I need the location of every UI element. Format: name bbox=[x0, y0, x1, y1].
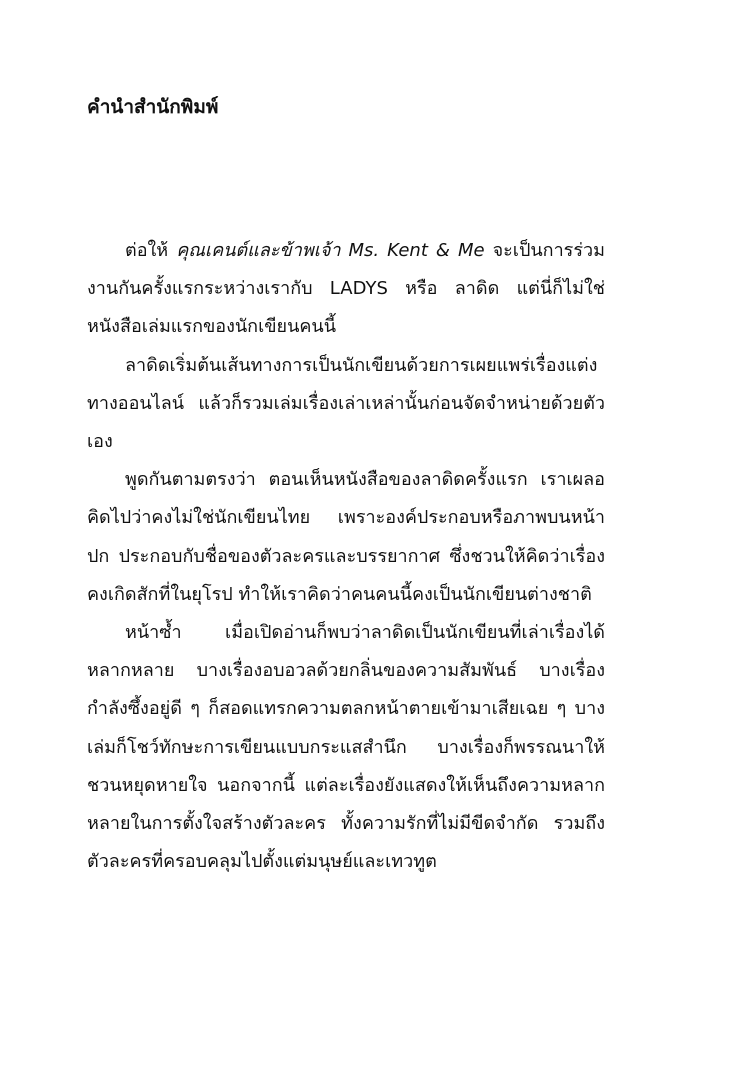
paragraph-3: พูดกันตามตรงว่า ตอนเห็นหนังสือของลาดิดครั้งแรก เราเผลอคิดไปว่าคงไม่ใช่นักเขียนไทย เพราะองค์ประกอบหรือภาพบนหน้าปก ประกอบกับชื่อของตัวละครและบรรยากาศ ซึ่งชวนให้คิดว่าเรื่องคงเกิดสักที่ในยุโรป ทำให้เราคิดว่าคนคนนี้คงเป็นนักเขียนต่างชาติ bbox=[87, 469, 605, 605]
paragraph-1-lead: ต่อให้ bbox=[125, 240, 177, 261]
paragraph-1-rest: จะเป็นการร่วมงานกันครั้งแรกระหว่างเรากับ LADYS หรือ ลาดิด แต่นี่ก็ไม่ใช่หนังสือเล่มแรกของนักเขียนคนนี้ bbox=[87, 240, 605, 338]
paragraph-4: หน้าซ้ำ เมื่อเปิดอ่านก็พบว่าลาดิดเป็นนักเขียนที่เล่าเรื่องได้หลากหลาย บางเรื่องอบอวลด้วยกลิ่นของความสัมพันธ์ บางเรื่องกำลังซึ้งอยู่ดี ๆ ก็สอดแทรกความตลกหน้าตายเข้ามาเสียเฉย ๆ บางเล่มก็โชว์ทักษะการเขียนแบบกระแสสำนึก บางเรื่องก็พรรณนาให้ชวนหยุดหายใจ นอกจากนี้ แต่ละเรื่องยังแสดงให้เห็นถึงความหลากหลายในการตั้งใจสร้างตัวละคร ทั้งความรักที่ไม่มีขีดจำกัด รวมถึงตัวละครที่ครอบคลุมไปตั้งแต่มนุษย์และเทวทูต bbox=[87, 622, 605, 873]
page-heading: คำนำสำนักพิมพ์ bbox=[87, 96, 219, 118]
paragraph-1 bbox=[87, 232, 605, 347]
body-text bbox=[87, 232, 605, 881]
book-title: คุณเคนต์และข้าพเจ้า Ms. Kent & Me bbox=[176, 240, 485, 261]
paragraph-2: ลาดิดเริ่มต้นเส้นทางการเป็นนักเขียนด้วยการเผยแพร่เรื่องแต่งทางออนไลน์ แล้วก็รวมเล่มเรื่องเล่าเหล่านั้นก่อนจัดจำหน่ายด้วยตัวเอง bbox=[87, 354, 605, 453]
